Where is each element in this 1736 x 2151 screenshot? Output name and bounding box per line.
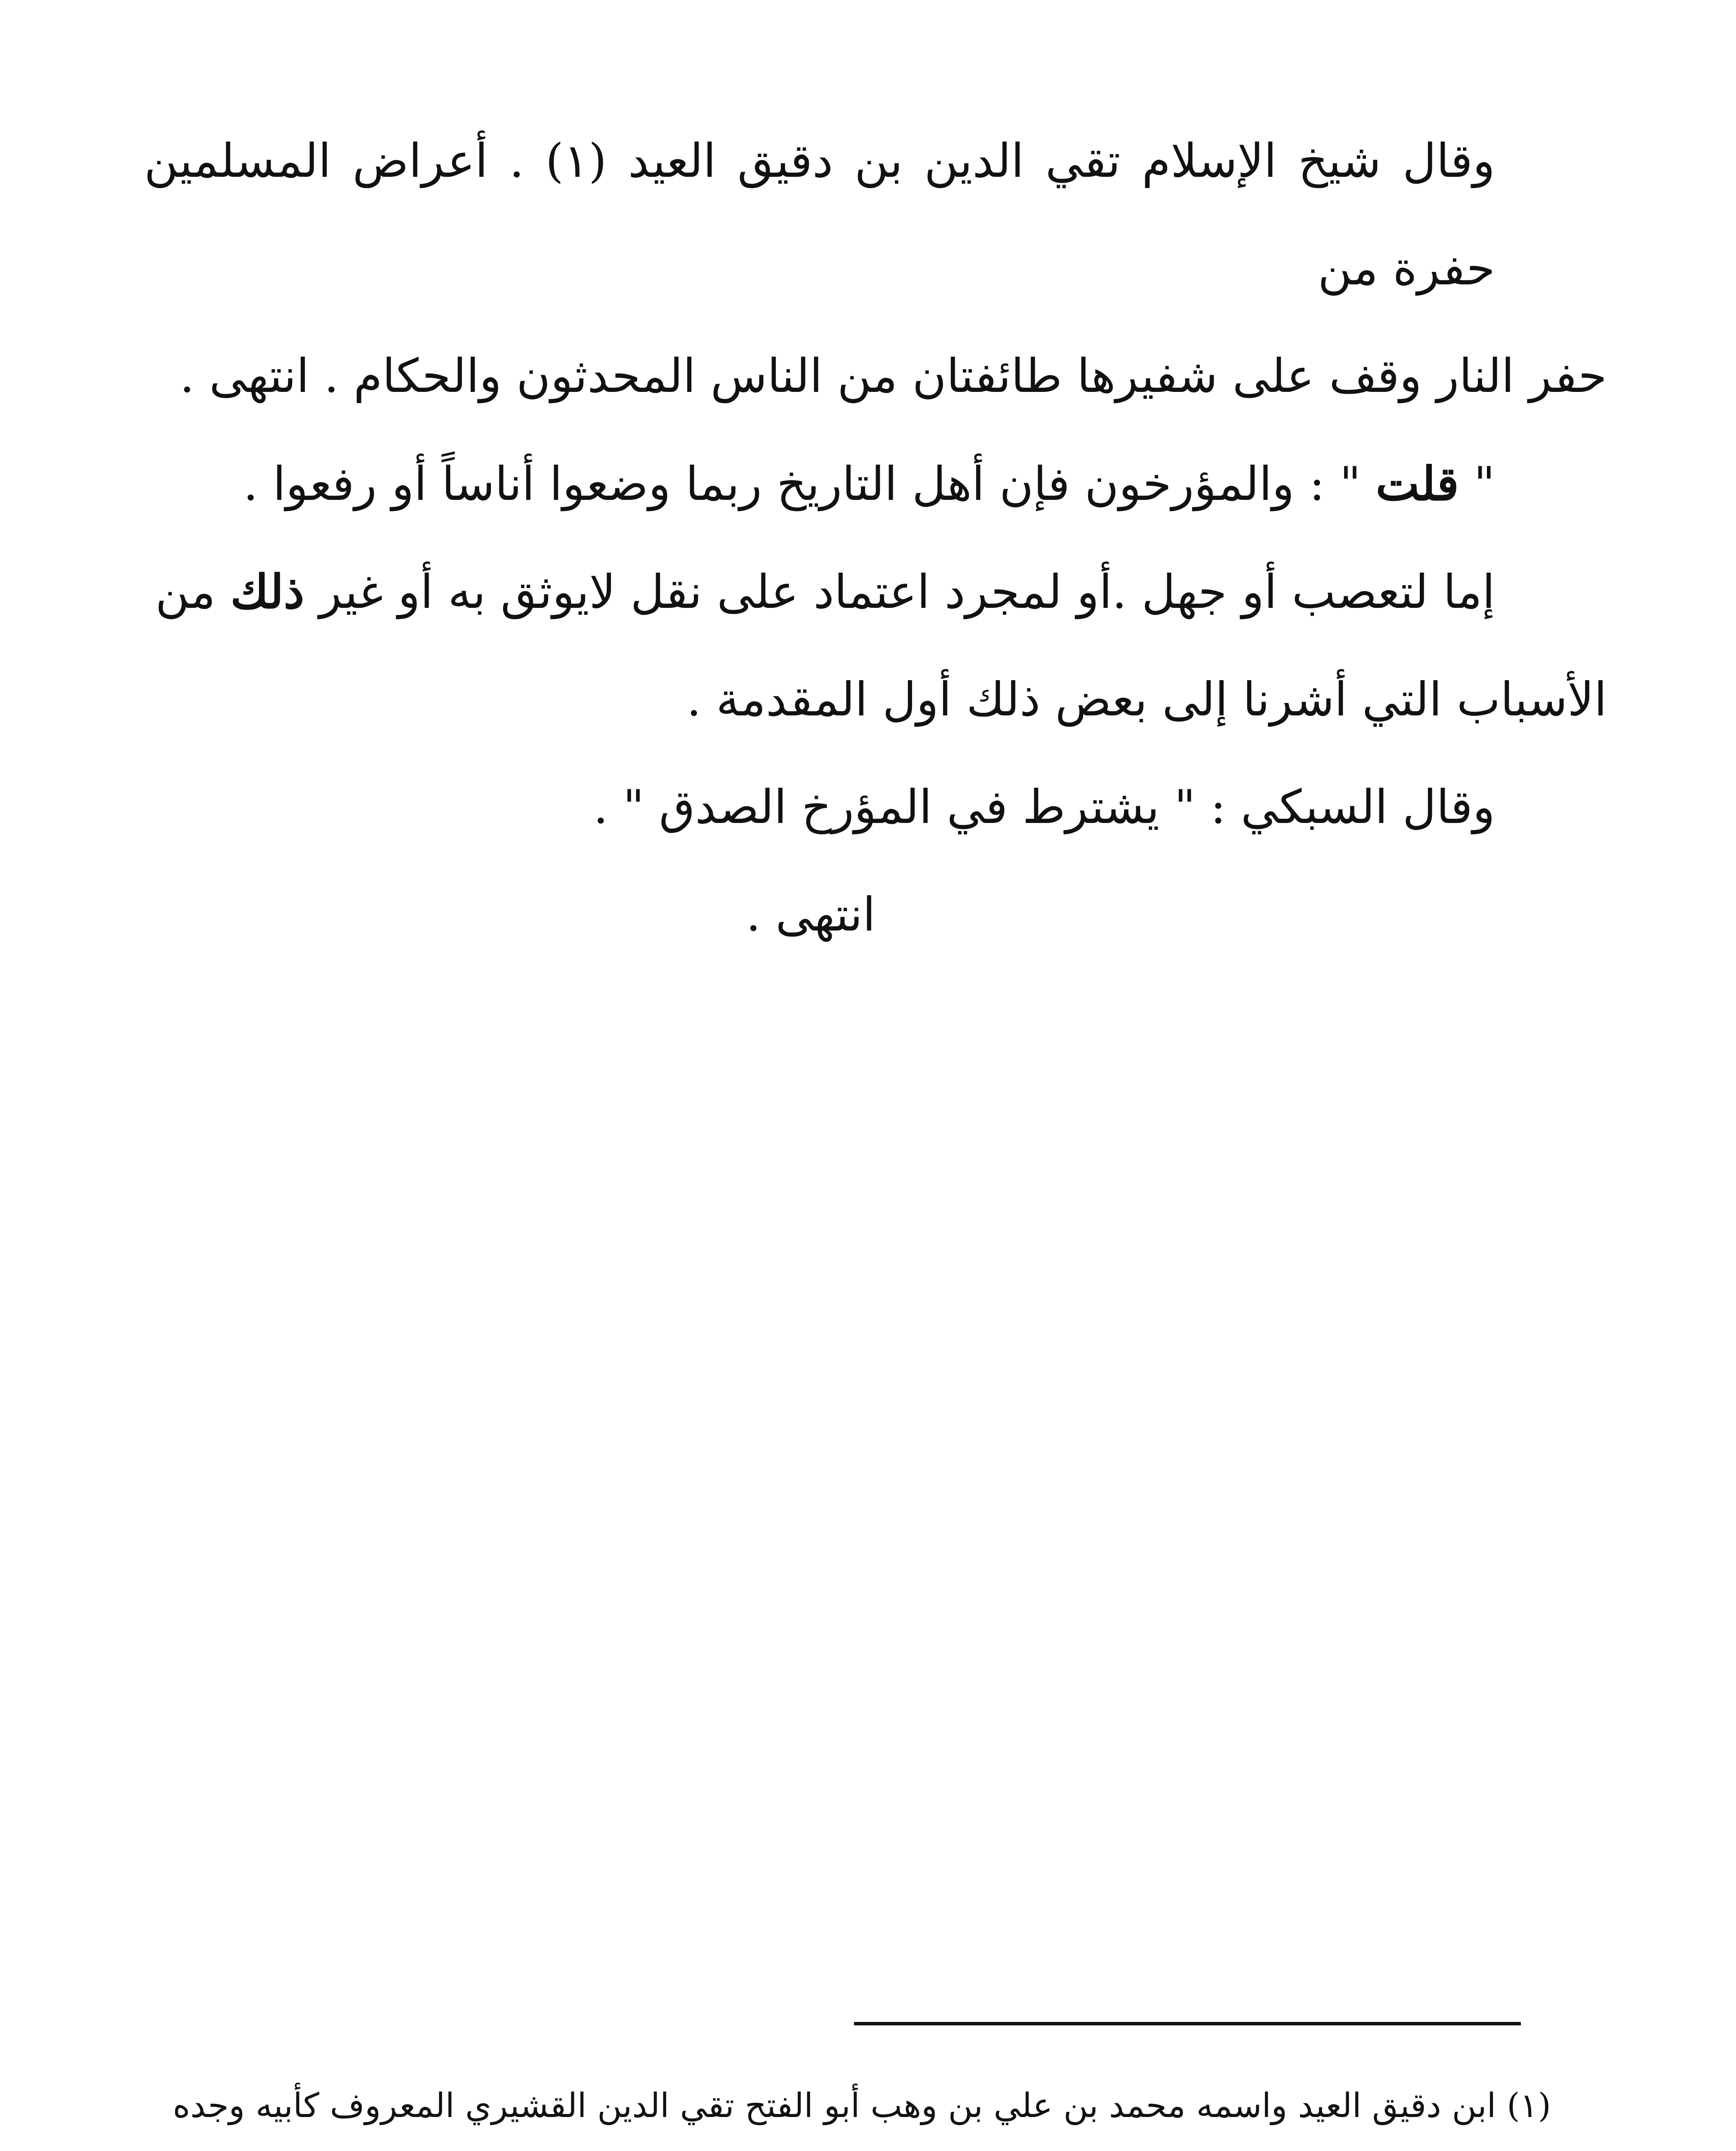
text-line-5: الأسباب التي أشرنا إلى بعض ذلك أول المقدمة . [686,673,1607,727]
text-line-1: وقال شيخ الإسلام تقي الدين بن دقيق العيد (١) . أعراض المسلمين حفرة من [144,134,1495,296]
footnote-divider [854,2022,1521,2025]
text-line-3-rest: " : والمؤرخون فإن أهل التاريخ ربما وضعوا أناساً أو رفعوا . [243,457,1376,511]
text-line-7-closing: انتهى . [746,888,876,942]
footnotes-section [144,2061,1607,2151]
text-line-2: حفر النار وقف على شفيرها طائفتان من الناس المحدثون والحكام . انتهى . [179,349,1607,403]
main-text-body [144,108,1607,969]
quote-open: " [1458,457,1495,511]
text-line-4 [144,538,1607,646]
bold-word-qult: قلت [1375,457,1459,511]
text-line-4-part-b: من [155,565,231,619]
text-line-4-part-a: إما لتعصب أو جهل .أو لمجرد اعتماد على نقل لايوثق به أو غير [304,565,1495,619]
footnote-1-line-1: (١) ابن دقيق العيد واسمه محمد بن علي بن وهب أبو الفتح تقي الدين القشيري المعروف كأبيه وجده [173,2086,1551,2125]
bold-word-dhalik: ذلك [230,565,305,619]
text-line-3 [144,430,1607,538]
text-line-6: وقال السبكي : " يشترط في المؤرخ الصدق " . [593,780,1495,834]
